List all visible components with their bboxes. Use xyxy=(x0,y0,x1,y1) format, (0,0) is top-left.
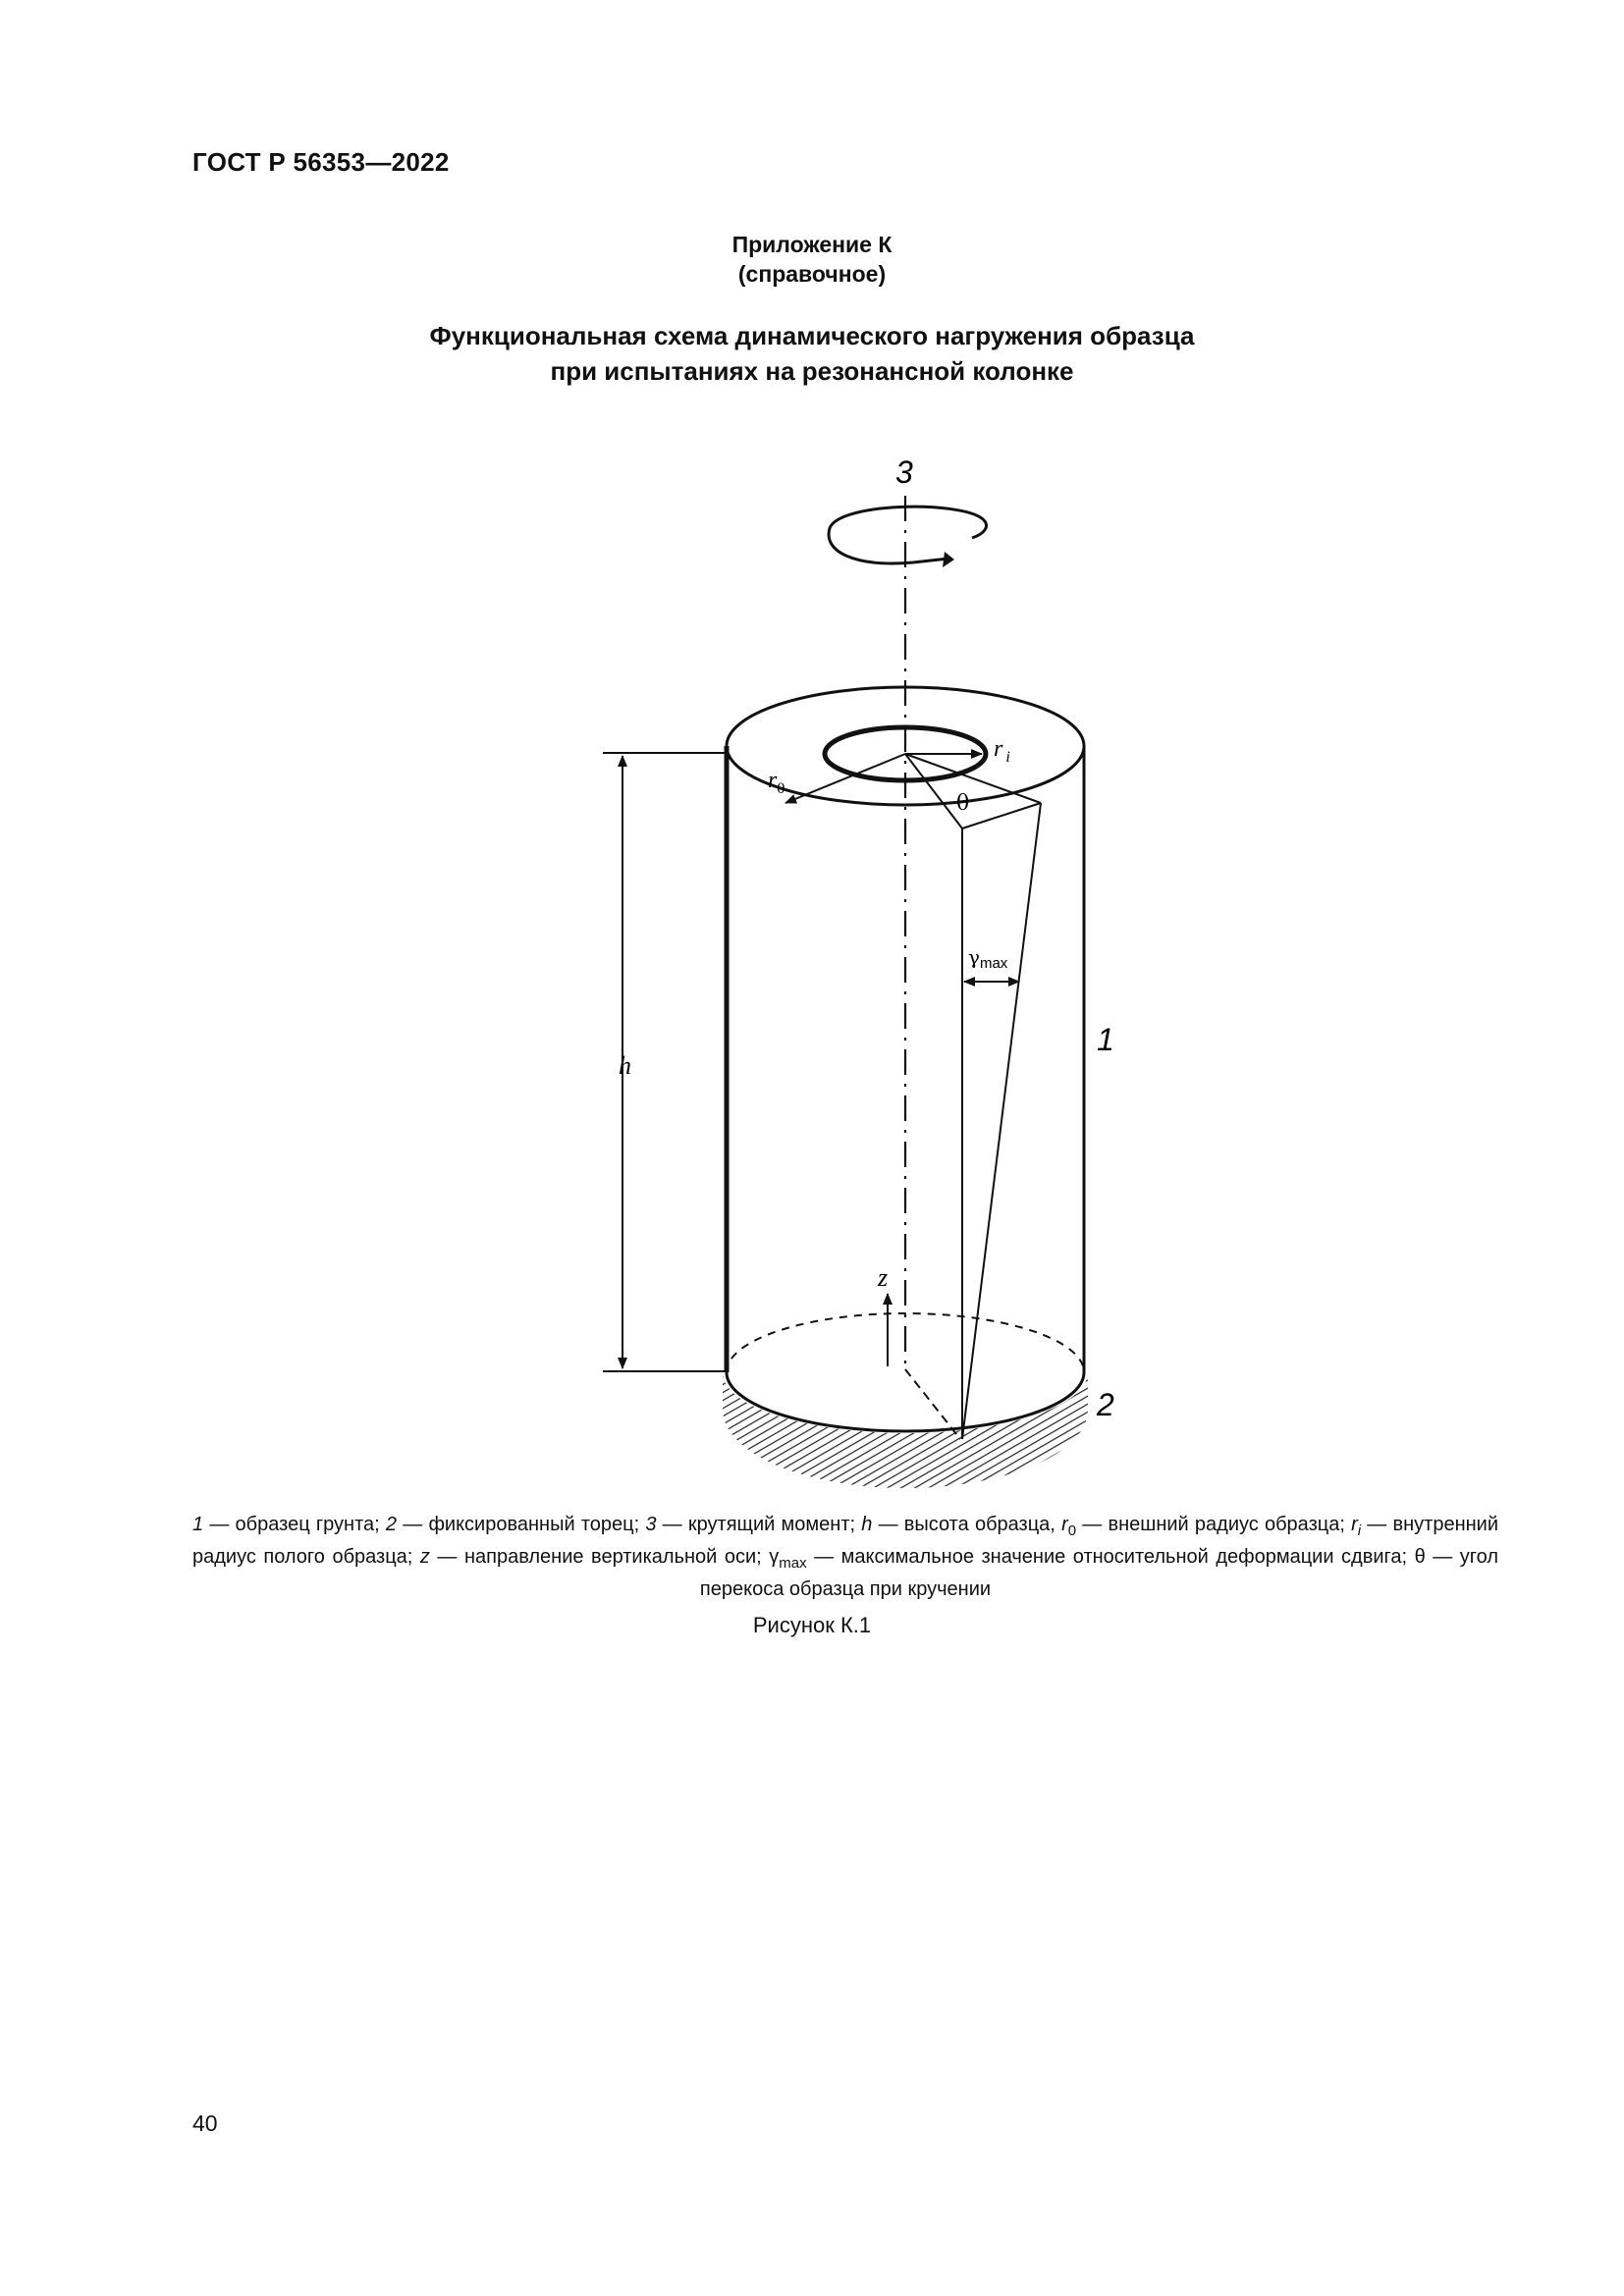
figure-caption-title: Рисунок К.1 xyxy=(752,1613,872,1637)
section-title-line2: при испытаниях на резонансной колонке xyxy=(550,356,1074,386)
label-torque-3: 3 xyxy=(895,454,913,490)
label-specimen-1: 1 xyxy=(1097,1022,1114,1057)
page-number: 40 xyxy=(192,2110,218,2136)
shear-angle-lines xyxy=(905,754,1041,1439)
label-outer-radius: $r_0$ xyxy=(768,768,785,797)
label-height-h: h xyxy=(619,1051,631,1080)
label-theta: θ xyxy=(956,791,970,816)
base-radius-dashed xyxy=(905,1369,960,1439)
section-title-line1: Функциональная схема динамического нагружения образца xyxy=(429,321,1195,350)
torque-arrow xyxy=(829,507,986,567)
label-inner-radius: r $_i$ xyxy=(994,736,1010,766)
document-code: ГОСТ Р 56353—2022 xyxy=(192,147,450,177)
annex-status: (справочное) xyxy=(737,261,887,287)
label-fixed-end-2: 2 xyxy=(1097,1387,1114,1422)
label-axis-z: z xyxy=(878,1263,889,1292)
annex-title: Приложение К xyxy=(731,232,893,257)
label-gamma-max: $\gamma_{max}$ xyxy=(968,945,1008,972)
figure-legend: 1 — образец грунта; 2 — фиксированный торец; 3 — крутящий момент; h — высота образца, $r_0$ — внешний радиус образца; $r_i$ — внутренний радиус полого образца; z — направление вертикальной оси; $\gamma_{max}$ — максимальное значение относительной деформации сдвига; θ — угол перекоса образца при кручении xyxy=(192,1514,1499,1600)
